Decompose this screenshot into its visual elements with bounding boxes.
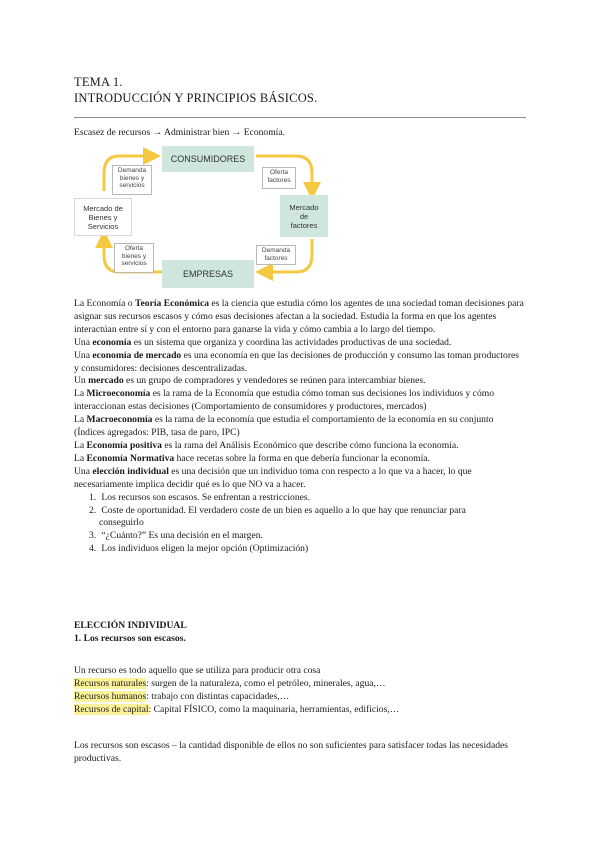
title-line-2: INTRODUCCIÓN Y PRINCIPIOS BÁSICOS. — [74, 91, 318, 105]
p1-bold: Teoría Económica — [135, 298, 210, 309]
p4-bold: mercado — [88, 375, 124, 387]
resources-block — [74, 665, 526, 717]
consumidores-label: CONSUMIDORES — [170, 154, 246, 164]
section-eleccion-individual — [74, 620, 526, 646]
p6-bold: Macroeconomía — [86, 414, 153, 426]
scarcity-text: Los recursos son escasos – la cantidad disponible de ellos no son suficientes para satisfacer todas las necesidades productivas. — [74, 740, 508, 764]
tag-oferta-bienes-l2: bienes y — [121, 252, 147, 260]
tag-demanda-bienes-l3: servicios — [119, 182, 145, 189]
tag-demanda-bienes-l1: Demanda — [117, 167, 147, 174]
p9-post: es una decisión que un individuo toma con respecto a lo que va a hacer, lo que necesariamente implica decidir qué es lo que NO va a hacer. — [74, 465, 472, 490]
title-line-1: TEMA 1. — [74, 75, 123, 89]
tag-demanda-factores-l1: Demanda — [261, 247, 291, 254]
tag-oferta-factores-l1: Oferta — [269, 169, 289, 176]
p7-pre: La — [74, 439, 87, 451]
paragraph-microeconomia — [74, 388, 526, 414]
list-item — [89, 530, 526, 543]
p3-bold: economía de mercado — [92, 349, 182, 361]
p7-post: es la rama del Análisis Económico que describe cómo funciona la economía. — [161, 439, 459, 451]
paragraph-economia-mercado — [74, 350, 526, 376]
resource-natural-label: Recursos naturales — [74, 677, 147, 689]
section-subheading-text: 1. Los recursos son escasos. — [74, 632, 186, 644]
paragraph-mercado — [74, 375, 526, 388]
mercado-factores-l1: Mercado — [289, 202, 319, 212]
resource-human-text: : trabajo con distintas capacidades,… — [146, 690, 290, 702]
paragraph-economia-normativa — [74, 453, 526, 466]
tag-oferta-factores — [262, 167, 296, 189]
p8-pre: La — [74, 452, 87, 464]
divider — [74, 117, 526, 118]
list-item — [89, 492, 526, 505]
mercado-factores-l2: de — [299, 211, 309, 221]
mercado-bienes-l2: Bienes y — [88, 212, 118, 222]
circular-flow-diagram — [74, 143, 334, 290]
p7-bold: Economía positiva — [86, 439, 162, 451]
mercado-bienes-l3: Servicios — [87, 221, 119, 231]
tag-demanda-bienes-l2: bienes y — [119, 174, 145, 182]
p9-pre: Una — [74, 465, 93, 477]
list-item-continuation: conseguirlo — [99, 517, 144, 529]
p8-post: hace recetas sobre la forma en que debería funcionar la economía. — [174, 452, 430, 464]
p5-pre: La — [74, 388, 87, 400]
tag-demanda-bienes — [112, 165, 152, 195]
p4-post: es un grupo de compradores y vendedores se reúnen para intercambiar bienes. — [123, 375, 426, 387]
resource-capital-label: Recursos de capital — [74, 703, 149, 715]
p3-pre: Una — [74, 349, 93, 361]
section-subheading — [74, 633, 526, 646]
p1-post: es la ciencia que estudia cómo los agentes de una sociedad toman decisiones para asignar sus recursos escasos y cómo esas decisiones afectan a la sociedad. Estudia la forma en que los agentes interactúan entre sí y con el entorno para ganarse la vida y cómo cambia a lo largo del tiempo. — [74, 298, 524, 335]
list-item-number: 3. — [89, 530, 97, 542]
mercado-bienes-box — [74, 198, 132, 236]
paragraph-eleccion-individual — [74, 466, 526, 492]
section-heading-text: ELECCIÓN INDIVIDUAL — [74, 620, 187, 631]
list-item-number: 1. — [89, 491, 97, 503]
resource-human — [74, 691, 526, 704]
p6-pre: La — [74, 414, 87, 426]
consumidores-box — [162, 146, 254, 172]
tag-oferta-bienes-l3: servicios — [121, 260, 147, 267]
list-item-number: 2. — [89, 504, 97, 516]
resource-capital — [74, 704, 526, 717]
p3-post: es una economía en que las decisiones de producción y consumo las toman productores y consumidores: decisiones descentralizadas. — [74, 349, 520, 374]
resource-human-label: Recursos humanos — [74, 690, 147, 702]
paragraph-economia — [74, 337, 526, 350]
paragraph-macroeconomia — [74, 414, 526, 440]
p5-bold: Microeconomía — [86, 388, 151, 400]
principles-list — [74, 492, 526, 557]
p5-post: es la rama de la Economía que estudia cómo toman sus decisiones los individuos y cómo interaccionan estas decisiones (Comportamiento de consumidores y productores, mercados) — [74, 388, 494, 413]
p8-bold: Economía Normativa — [86, 452, 175, 464]
mercado-bienes-l1: Mercado de — [83, 203, 123, 213]
page-title — [74, 74, 317, 106]
resource-capital-text: : Capital FÍSICO, como la maquinaria, herramientas, edificios,… — [148, 703, 400, 715]
list-item-number: 4. — [89, 543, 97, 555]
resource-natural-text: : surgen de la naturaleza, como el petróleo, minerales, agua,… — [146, 677, 386, 689]
mercado-factores-l3: factores — [290, 220, 318, 230]
list-item-text: Los individuos eligen la mejor opción (Optimización) — [101, 543, 309, 555]
paragraph-economia-positiva — [74, 440, 526, 453]
p9-bold: elección individual — [92, 465, 169, 477]
resource-natural — [74, 678, 526, 691]
p4-pre: Un — [74, 375, 89, 387]
tag-demanda-factores-l2: factores — [264, 254, 288, 262]
empresas-box — [162, 260, 254, 288]
definitions-block — [74, 298, 526, 556]
paragraph-teoria-economica — [74, 298, 526, 337]
p2-pre: Una — [74, 336, 93, 348]
list-item — [89, 505, 526, 531]
tag-demanda-factores — [256, 245, 296, 265]
list-item-text: Coste de oportunidad. El verdadero coste de un bien es aquello a lo que hay que renunciar para — [101, 504, 466, 516]
p2-post: es un sistema que organiza y coordina las actividades productivas de una sociedad. — [131, 336, 452, 348]
list-item-text: “¿Cuánto?” Es una decisión en el margen. — [101, 530, 263, 542]
empresas-label: EMPRESAS — [182, 269, 233, 279]
tag-oferta-factores-l2: factores — [267, 176, 291, 184]
list-item-text: Los recursos son escasos. Se enfrentan a restricciones. — [101, 491, 311, 503]
p2-bold: economía — [92, 336, 132, 348]
section-heading — [74, 620, 526, 633]
tag-oferta-bienes — [114, 243, 154, 273]
mercado-factores-box — [280, 195, 328, 237]
p1-pre: La Economía o — [74, 298, 136, 309]
resource-definition: Un recurso es todo aquello que se utiliza para producir otra cosa — [74, 665, 321, 676]
scarcity-paragraph — [74, 740, 526, 766]
p6-post: es la rama de la economía que estudia el comportamiento de la economía en su conjunto (Índices agregados: PIB, tasa de paro, IPC) — [74, 414, 494, 439]
intro-line: Escasez de recursos → Administrar bien → Economía. — [74, 127, 286, 138]
list-item — [89, 543, 526, 556]
tag-oferta-bienes-l1: Oferta — [124, 245, 144, 252]
